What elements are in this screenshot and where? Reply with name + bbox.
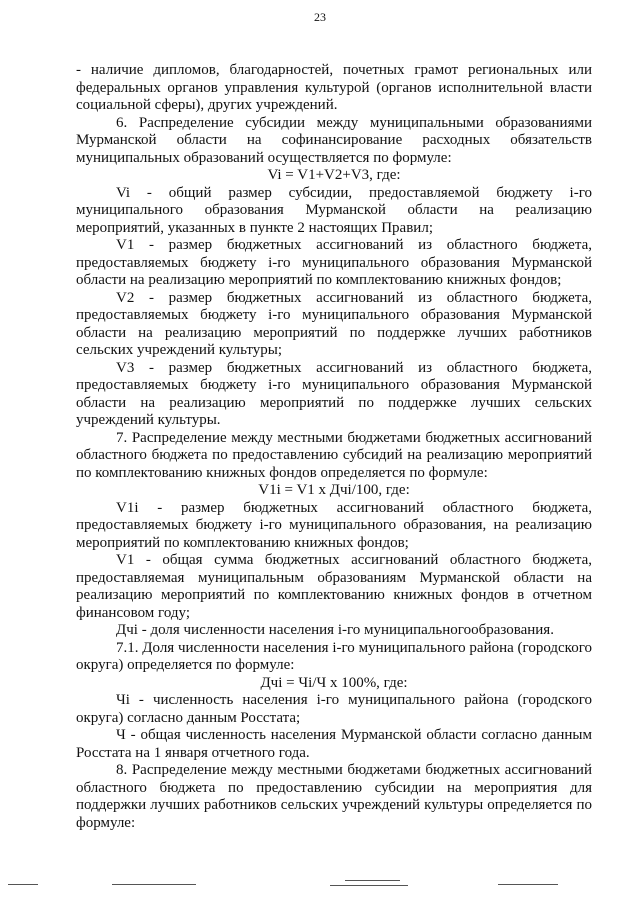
formula-dchi: Дчi = Чi/Ч x 100%, где: bbox=[260, 674, 408, 691]
definition-vi: Vi - общий размер субсидии, предоставляемой бюджету i-го муниципального образования Мурманской области на реализацию мероприятий, указанных в пункте 2 настоящих Правил; bbox=[76, 184, 592, 236]
formula-vi: Vi = V1+V2+V3, где: bbox=[267, 167, 401, 183]
paragraph-7-1: 7.1. Доля численности населения i-го муниципального района (городского округа) определяется по формуле: bbox=[76, 639, 592, 673]
footer-divider bbox=[498, 884, 558, 885]
footer-divider bbox=[112, 884, 196, 885]
paragraph-8: 8. Распределение между местными бюджетами бюджетных ассигнований областного бюджета по предоставлению субсидии на мероприятия для поддержки лучших работников сельских учреждений культуры определяется по формуле: bbox=[76, 762, 592, 831]
formula-v1i: V1i = V1 x Дчi/100, где: bbox=[258, 482, 410, 498]
footer-divider bbox=[8, 884, 38, 885]
definition-v1-total: V1 - общая сумма бюджетных ассигнований областного бюджета, предоставляемая муниципальным образованиям Мурманской области на реализацию мероприятий по комплектованию книжных фондов в отчетном финансовом году; bbox=[76, 552, 592, 621]
paragraph-7: 7. Распределение между местными бюджетами бюджетных ассигнований областного бюджета по предоставлению субсидий на реализацию мероприятий по комплектованию книжных фондов определяется по формуле: bbox=[76, 429, 592, 481]
paragraph-6: 6. Распределение субсидии между муниципальными образованиями Мурманской области на софинансирование расходных обязательств муниципальных образований осуществляется по формуле: bbox=[76, 114, 592, 166]
page-number: 23 bbox=[314, 10, 326, 24]
definition-v1i: V1i - размер бюджетных ассигнований областного бюджета, предоставляемых бюджету i-го муниципального образования, на реализацию мероприятий по комплектованию книжных фондов; bbox=[76, 499, 592, 551]
definition-v2: V2 - размер бюджетных ассигнований из областного бюджета, предоставляемых бюджету i-го муниципального образования Мурманской области на реализацию мероприятий по поддержке лучших работников сельских учреждений культуры; bbox=[76, 289, 592, 358]
definition-dchi: Дчi - доля численности населения i-го муниципальногообразования. bbox=[116, 622, 554, 638]
footer-divider bbox=[345, 880, 400, 881]
list-item-diplomas: - наличие дипломов, благодарностей, почетных грамот региональных или федеральных органов управления культурой (органов исполнительной власти социальной сферы), других учреждений. bbox=[76, 62, 592, 113]
document-body bbox=[76, 62, 592, 832]
definition-chi: Чi - численность населения i-го муниципального района (городского округа) согласно данным Росстата; bbox=[76, 692, 592, 726]
footer-divider bbox=[330, 885, 408, 886]
definition-ch: Ч - общая численность населения Мурманской области согласно данным Росстата на 1 января отчетного года. bbox=[76, 727, 592, 761]
definition-v3: V3 - размер бюджетных ассигнований из областного бюджета, предоставляемых бюджету i-го муниципального образования Мурманской области на реализацию мероприятий по поддержке лучших сельских учреждений культуры. bbox=[76, 359, 592, 428]
definition-v1: V1 - размер бюджетных ассигнований из областного бюджета, предоставляемых бюджету i-го муниципального образования Мурманской области на реализацию мероприятий по комплектованию книжных фондов; bbox=[76, 237, 592, 288]
